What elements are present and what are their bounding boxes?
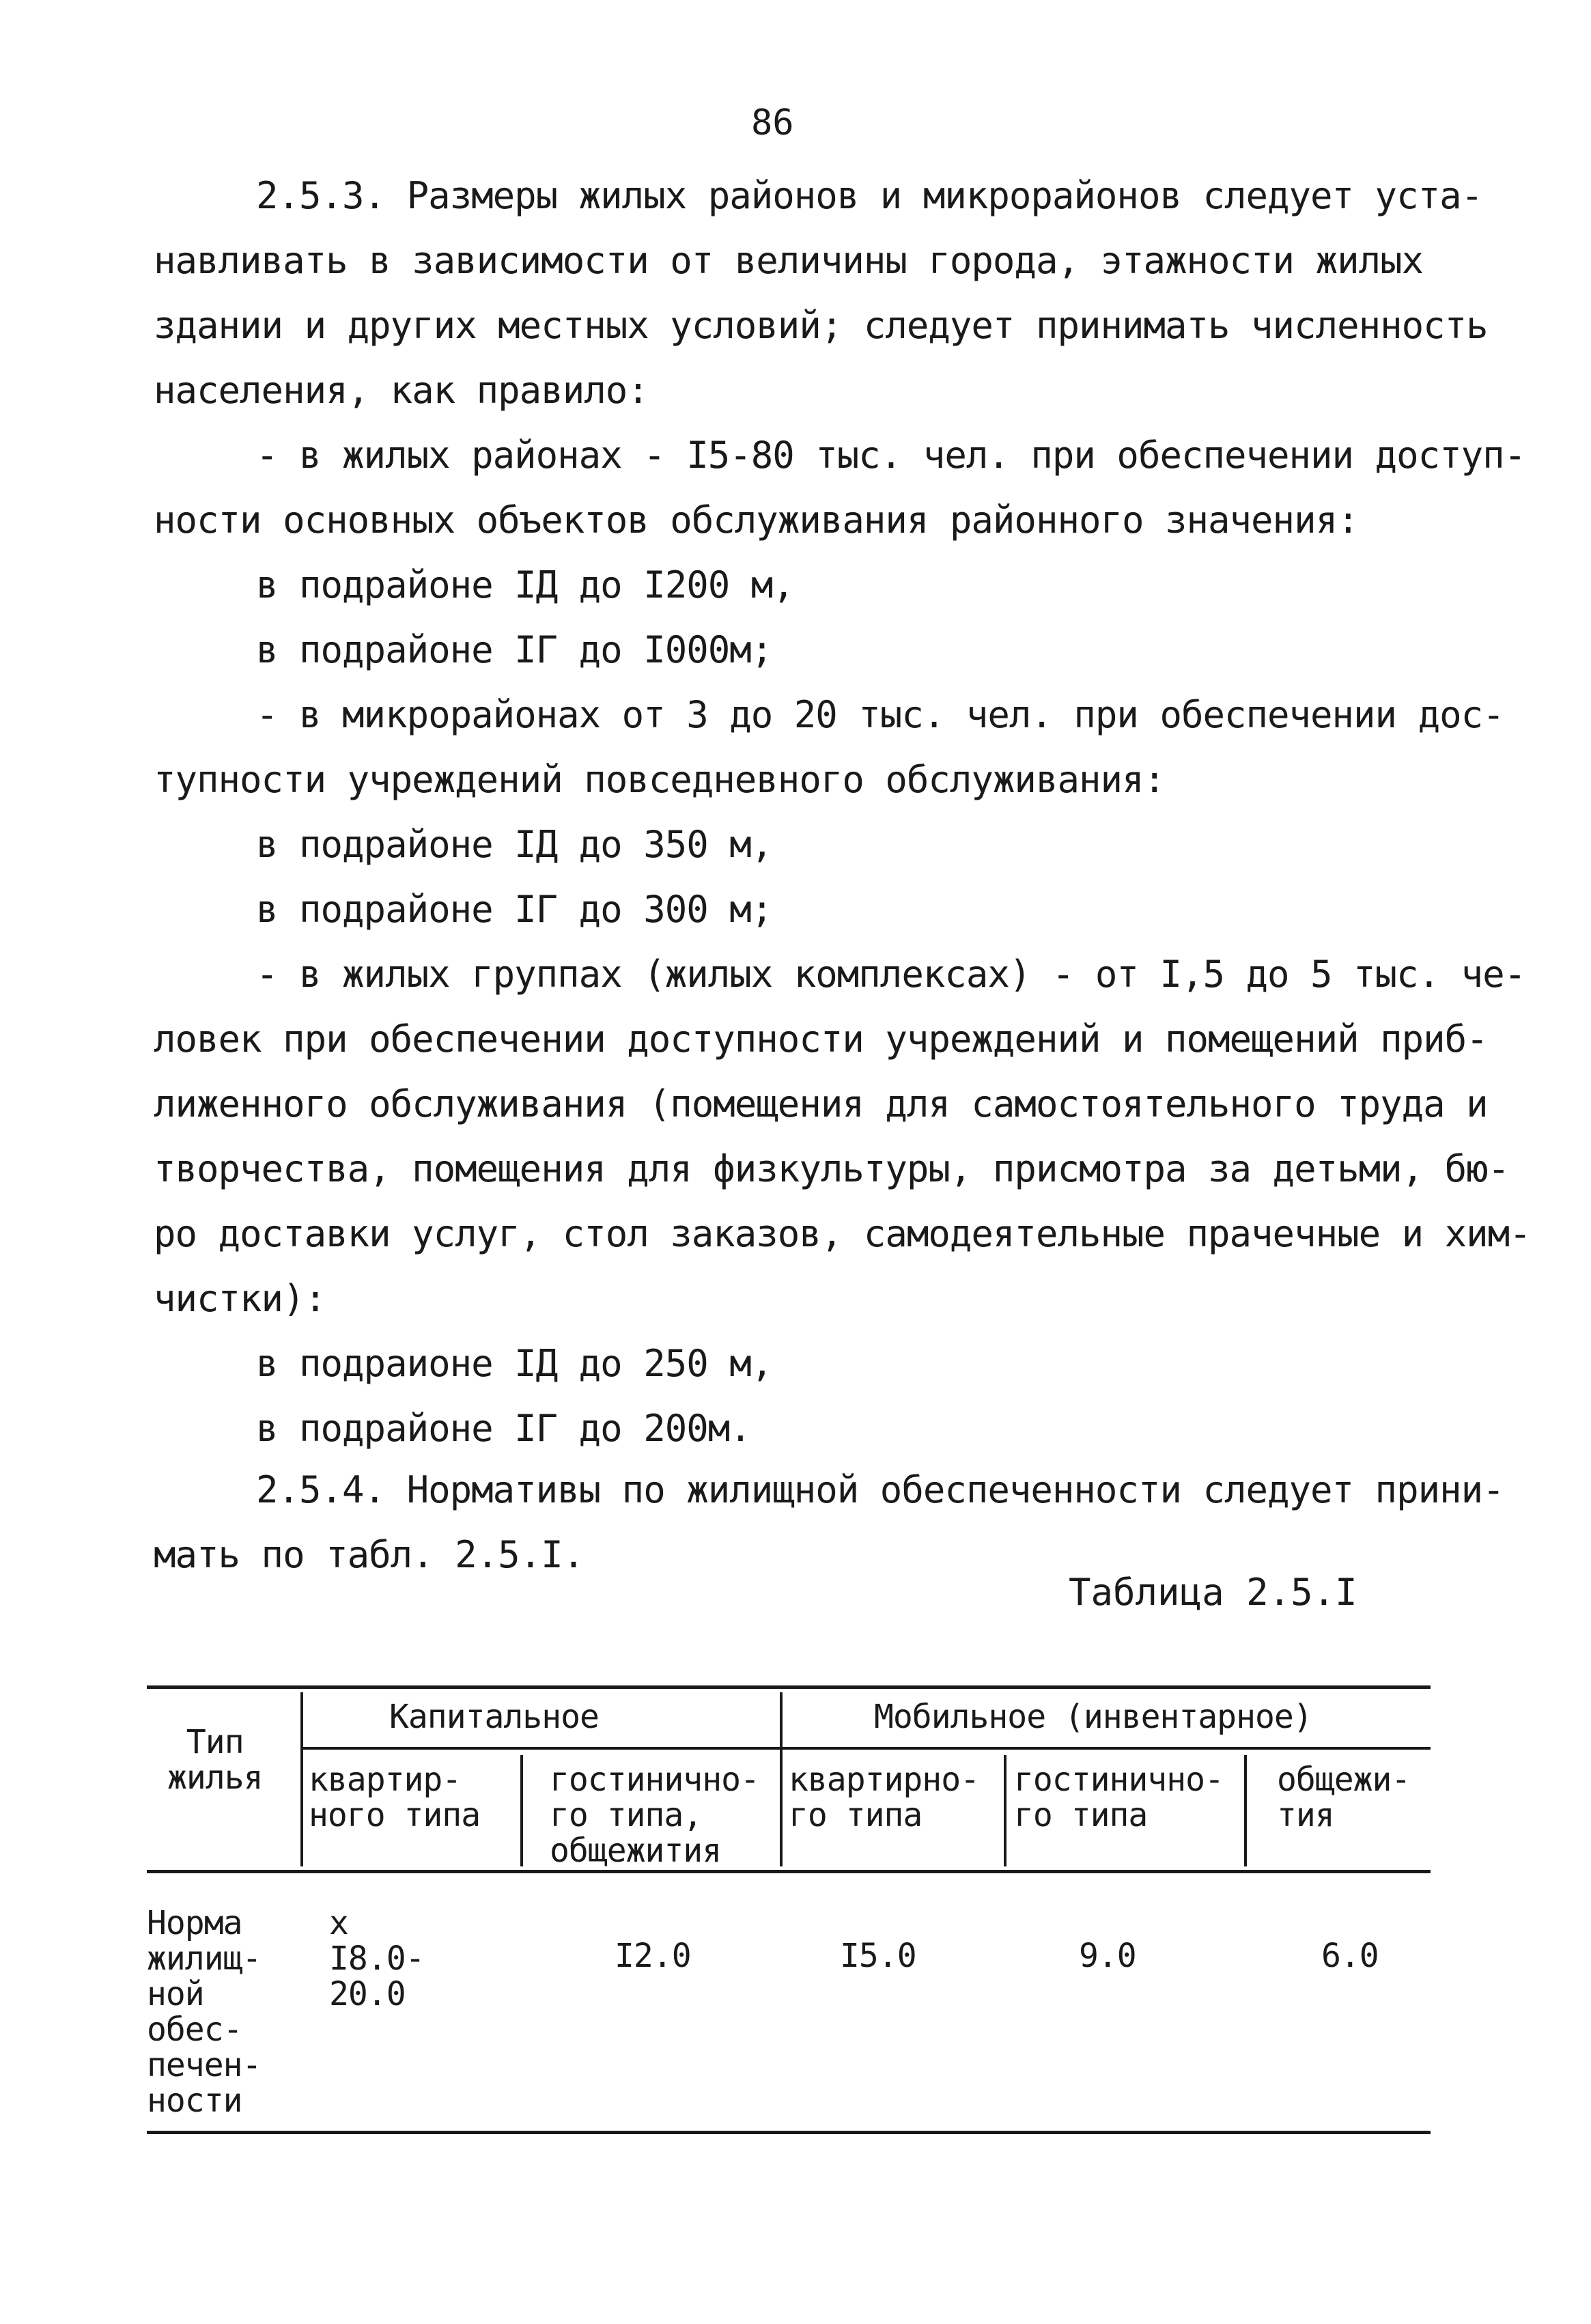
table-column-divider bbox=[780, 1692, 783, 1866]
table-top-rule bbox=[147, 1685, 1431, 1689]
table-cell-value: I5.0 bbox=[840, 1937, 916, 1975]
table-column-divider bbox=[1244, 1755, 1247, 1866]
table-group-rule bbox=[300, 1747, 1431, 1750]
table-column-header: гостинично- го типа, общежития bbox=[550, 1761, 759, 1870]
table-column-header: гостинично- го типа bbox=[1014, 1761, 1224, 1834]
paragraph-line: чистки): bbox=[154, 1277, 326, 1320]
paragraph-line: в подрайоне IД до 350 м, bbox=[256, 823, 773, 866]
paragraph-line: в подрайоне IГ до I000м; bbox=[256, 628, 773, 671]
table-row-label: Норма жилищ- ной обес- печен- ности bbox=[147, 1904, 262, 2120]
paragraph-line: ности основных объектов обслуживания районного значения: bbox=[154, 499, 1359, 542]
table-header-rule bbox=[147, 1870, 1431, 1873]
paragraph-line: ро доставки услуг, стол заказов, самодеятельные прачечные и хим- bbox=[154, 1212, 1531, 1255]
paragraph-line: в подрайоне IГ до 200м. bbox=[256, 1407, 751, 1450]
table-column-header: квартир- ного типа bbox=[309, 1761, 481, 1834]
table-cell-value: 6.0 bbox=[1321, 1937, 1379, 1975]
table-row-header: Тип жилья bbox=[167, 1723, 263, 1797]
table-group-header: Капитальное bbox=[389, 1698, 599, 1736]
table-group-header: Мобильное (инвентарное) bbox=[874, 1698, 1312, 1736]
paragraph-line: мать по табл. 2.5.I. bbox=[154, 1533, 585, 1576]
table-column-divider bbox=[1004, 1755, 1006, 1866]
table-bottom-rule bbox=[147, 2131, 1431, 2134]
paragraph-line: 2.5.3. Размеры жилых районов и микрорайонов следует уста- bbox=[256, 174, 1483, 217]
paragraph-line: - в жилых группах (жилых комплексах) - от I,5 до 5 тыс. че- bbox=[256, 953, 1526, 996]
table-cell-value: I2.0 bbox=[615, 1937, 691, 1975]
table-cell-value: 9.0 bbox=[1079, 1937, 1136, 1975]
page-number: 86 bbox=[751, 102, 794, 143]
paragraph-line: в подрайоне IД до I200 м, bbox=[256, 563, 794, 606]
table-column-header: общежи- тия bbox=[1277, 1761, 1411, 1834]
table-column-header: квартирно- го типа bbox=[789, 1761, 979, 1834]
paragraph-line: населения, как правило: bbox=[154, 369, 649, 412]
paragraph-line: 2.5.4. Нормативы по жилищной обеспеченности следует прини- bbox=[256, 1468, 1504, 1511]
paragraph-line: в подрайоне IГ до 300 м; bbox=[256, 888, 773, 931]
table-column-divider bbox=[300, 1692, 303, 1866]
paragraph-line: лиженного обслуживания (помещения для самостоятельного труда и bbox=[154, 1082, 1488, 1125]
paragraph-line: ловек при обеспечении доступности учреждений и помещений приб- bbox=[154, 1018, 1488, 1061]
paragraph-line: здании и других местных условий; следует принимать численность bbox=[154, 304, 1488, 347]
paragraph-line: навливать в зависимости от величины города, этажности жилых bbox=[154, 239, 1424, 282]
paragraph-line: в подраионе IД до 250 м, bbox=[256, 1342, 773, 1385]
table-caption: Таблица 2.5.I bbox=[1069, 1571, 1357, 1614]
paragraph-line: творчества, помещения для физкультуры, присмотра за детьми, бю- bbox=[154, 1147, 1510, 1190]
paragraph-line: - в жилых районах - I5-80 тыс. чел. при обеспечении доступ- bbox=[256, 434, 1526, 477]
table-cell-value: x I8.0- 20.0 bbox=[329, 1904, 425, 2013]
paragraph-line: тупности учреждений повседневного обслуживания: bbox=[154, 758, 1166, 801]
paragraph-line: - в микрорайонах от 3 до 20 тыс. чел. при обеспечении дос- bbox=[256, 693, 1504, 736]
table-column-divider bbox=[520, 1755, 523, 1866]
